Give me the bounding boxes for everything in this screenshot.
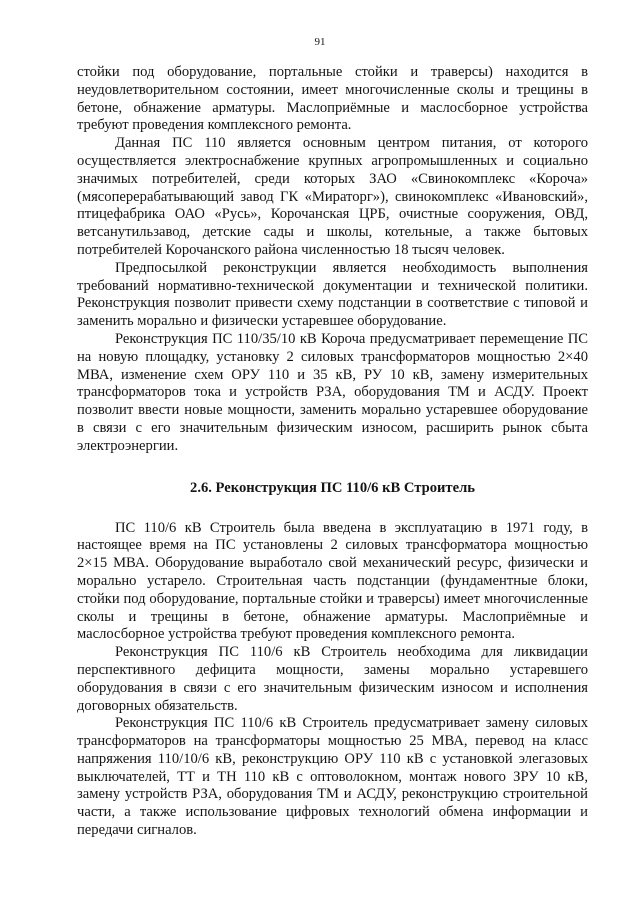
page-number: 91 [314,36,326,48]
paragraph-stroitel-status: ПС 110/6 кВ Строитель была введена в эксплуатацию в 1971 году, в настоящее время на ПС установлены 2 силовых трансформатора мощностью 2×15 МВА. Оборудование выработало свой механический ресурс, физически и морально устарело. Строительная часть подстанции (фундаментные блоки, стойки под оборудование, портальные стойки и траверсы) имеет многочисленные сколы и трещины в бетоне, обнажение арматуры. Маслоприёмные и маслосборное устройства требуют проведения комплексного ремонта. [77,519,588,643]
paragraph-continued-condition: стойки под оборудование, портальные стойки и траверсы) находится в неудовлетворительном состоянии, имеет многочисленные сколы и трещины в бетоне, обнажение арматуры. Маслоприёмные и маслосборное устройства требуют проведения комплексного ремонта. [77,64,588,134]
paragraph-supply-center: Данная ПС 110 является основным центром питания, от которого осуществляется электроснабжение крупных агропромышленных и социально значимых потребителей, среди которых ЗАО «Свинокомплекс «Короча» (мясоперерабатывающий завод ГК «Мираторг»), свинокомплекс «Ивановский», птицефабрика ОАО «Русь», Корочанская ЦРБ, очистные сооружения, ОВД, ветсанутильзавод, детские сады и школы, котельные, а также бытовых потребителей Корочанского района численностью 18 тысяч человек. [77,135,588,258]
page-body [77,64,588,840]
paragraph-stroitel-need: Реконструкция ПС 110/6 кВ Строитель необходима для ликвидации перспективного дефицита мощности, замены морально устаревшего оборудования в связи с его значительным физическим износом и исполнения договорных обязательств. [77,644,588,714]
paragraph-stroitel-scope: Реконструкция ПС 110/6 кВ Строитель предусматривает замену силовых трансформаторов на трансформаторы мощностью 25 МВА, перевод на класс напряжения 110/10/6 кВ, реконструкцию ОРУ 110 кВ с установкой элегазовых выключателей, ТТ и ТН 110 кВ с оптоволокном, монтаж нового ЗРУ 10 кВ, замену устройств РЗА, оборудования ТМ и АСДУ, реконструкцию строительной части, а также использование цифровых технологий обмена информации и передачи сигналов. [77,715,588,839]
paragraph-reconstruction-premise: Предпосылкой реконструкции является необходимость выполнения требований нормативно-технической документации и технической политики. Реконструкция позволит привести схему подстанции в соответствие с типовой и заменить морально и физически устаревшее оборудование. [77,259,588,330]
section-heading: 2.6. Реконструкция ПС 110/6 кВ Строитель [190,479,475,496]
paragraph-korocha-reconstruction: Реконструкция ПС 110/35/10 кВ Короча предусматривает перемещение ПС на новую площадку, установку 2 силовых трансформаторов мощностью 2×40 МВА, изменение схем ОРУ 110 и 35 кВ, РУ 10 кВ, замену измерительных трансформаторов тока и устройств РЗА, оборудования ТМ и АСДУ. Проект позволит ввести новые мощности, заменить морально устаревшее оборудование в связи с его значительным физическим износом, расширить рынок сбыта электроэнергии. [77,330,588,454]
